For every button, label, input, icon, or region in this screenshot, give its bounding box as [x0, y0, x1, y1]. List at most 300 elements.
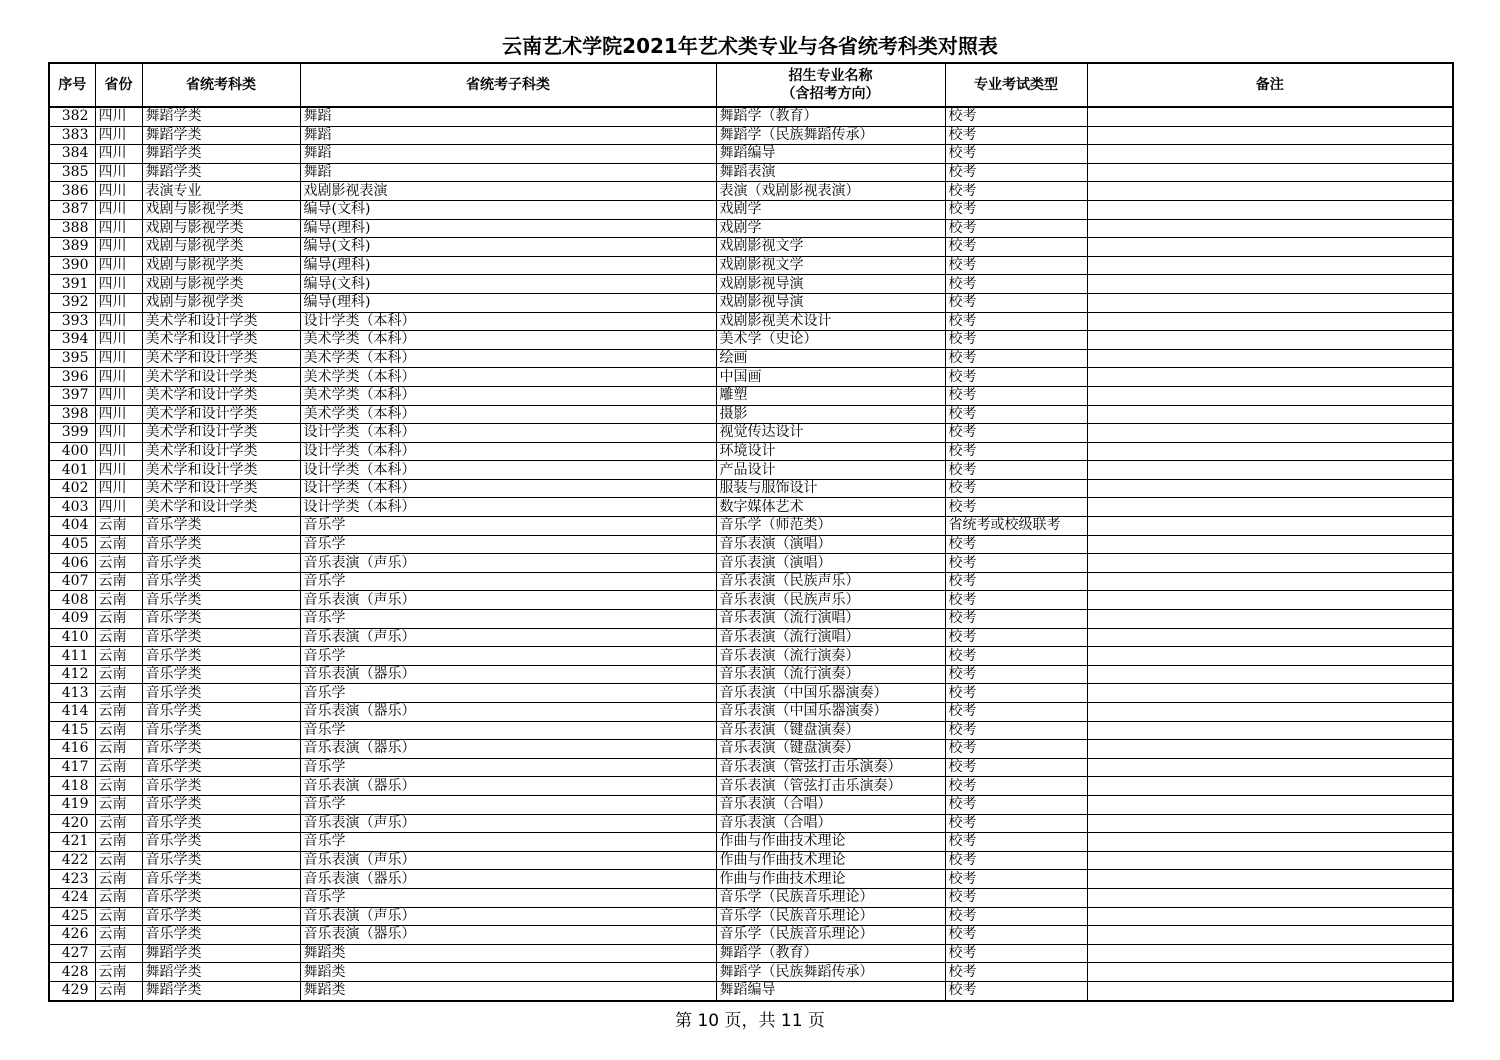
cell-remarks	[1087, 554, 1453, 573]
cell-no: 405	[49, 535, 95, 554]
cell-province: 云南	[95, 963, 142, 982]
cell-exam-subcategory: 美术学类（本科）	[300, 386, 716, 405]
cell-exam-type: 校考	[945, 163, 1087, 182]
cell-major: 戏剧影视导演	[716, 293, 945, 312]
cell-no: 411	[49, 647, 95, 666]
cell-exam-category: 音乐学类	[142, 703, 300, 722]
cell-remarks	[1087, 814, 1453, 833]
cell-province: 云南	[95, 554, 142, 573]
cell-remarks	[1087, 442, 1453, 461]
cell-exam-subcategory: 美术学类（本科）	[300, 368, 716, 387]
table-row	[49, 238, 1453, 257]
cell-major: 音乐表演（演唱）	[716, 554, 945, 573]
cell-exam-category: 音乐学类	[142, 833, 300, 852]
cell-province: 云南	[95, 703, 142, 722]
cell-exam-subcategory: 舞蹈	[300, 145, 716, 164]
cell-exam-type: 校考	[945, 312, 1087, 331]
cell-exam-type: 校考	[945, 721, 1087, 740]
cell-exam-type: 省统考或校级联考	[945, 517, 1087, 536]
cell-no: 391	[49, 275, 95, 294]
cell-exam-type: 校考	[945, 275, 1087, 294]
cell-no: 402	[49, 479, 95, 498]
cell-exam-subcategory: 舞蹈类	[300, 981, 716, 1000]
cell-no: 409	[49, 610, 95, 629]
cell-exam-type: 校考	[945, 424, 1087, 443]
cell-exam-type: 校考	[945, 107, 1087, 126]
cell-exam-category: 戏剧与影视学类	[142, 256, 300, 275]
cell-remarks	[1087, 610, 1453, 629]
cell-exam-subcategory: 音乐学	[300, 795, 716, 814]
cell-exam-type: 校考	[945, 572, 1087, 591]
cell-no: 401	[49, 461, 95, 480]
cell-province: 云南	[95, 777, 142, 796]
table-row	[49, 963, 1453, 982]
cell-exam-category: 表演专业	[142, 182, 300, 201]
table-row	[49, 740, 1453, 759]
table-row	[49, 814, 1453, 833]
cell-exam-category: 舞蹈学类	[142, 963, 300, 982]
cell-exam-subcategory: 舞蹈类	[300, 963, 716, 982]
cell-remarks	[1087, 424, 1453, 443]
cell-exam-subcategory: 美术学类（本科）	[300, 349, 716, 368]
cell-remarks	[1087, 405, 1453, 424]
cell-remarks	[1087, 572, 1453, 591]
cell-exam-type: 校考	[945, 795, 1087, 814]
cell-major: 音乐学（民族音乐理论）	[716, 907, 945, 926]
cell-no: 410	[49, 628, 95, 647]
col-header-major: 招生专业名称 （含招考方向）	[716, 63, 945, 107]
cell-remarks	[1087, 368, 1453, 387]
cell-major: 戏剧影视美术设计	[716, 312, 945, 331]
cell-remarks	[1087, 349, 1453, 368]
cell-no: 407	[49, 572, 95, 591]
cell-major: 表演（戏剧影视表演）	[716, 182, 945, 201]
table-row	[49, 591, 1453, 610]
col-header-remarks: 备注	[1087, 63, 1453, 107]
cell-remarks	[1087, 126, 1453, 145]
cell-province: 云南	[95, 795, 142, 814]
cell-exam-category: 美术学和设计学类	[142, 405, 300, 424]
cell-exam-type: 校考	[945, 126, 1087, 145]
cell-exam-category: 音乐学类	[142, 851, 300, 870]
cell-exam-subcategory: 编导(文科)	[300, 275, 716, 294]
cell-exam-category: 戏剧与影视学类	[142, 238, 300, 257]
cell-remarks	[1087, 721, 1453, 740]
cell-exam-type: 校考	[945, 461, 1087, 480]
cell-exam-type: 校考	[945, 554, 1087, 573]
cell-province: 四川	[95, 368, 142, 387]
cell-exam-category: 音乐学类	[142, 777, 300, 796]
cell-remarks	[1087, 888, 1453, 907]
cell-exam-type: 校考	[945, 963, 1087, 982]
cell-exam-category: 美术学和设计学类	[142, 461, 300, 480]
table-row	[49, 610, 1453, 629]
cell-exam-subcategory: 美术学类（本科）	[300, 331, 716, 350]
cell-exam-subcategory: 音乐表演（声乐）	[300, 628, 716, 647]
cell-no: 429	[49, 981, 95, 1000]
cell-exam-subcategory: 编导(文科)	[300, 200, 716, 219]
cell-exam-subcategory: 音乐学	[300, 888, 716, 907]
table-row	[49, 386, 1453, 405]
cell-exam-subcategory: 音乐表演（器乐）	[300, 870, 716, 889]
cell-no: 387	[49, 200, 95, 219]
cell-exam-type: 校考	[945, 610, 1087, 629]
cell-exam-category: 美术学和设计学类	[142, 386, 300, 405]
cell-exam-type: 校考	[945, 628, 1087, 647]
cell-no: 403	[49, 498, 95, 517]
cell-remarks	[1087, 758, 1453, 777]
cell-remarks	[1087, 870, 1453, 889]
cell-province: 云南	[95, 591, 142, 610]
cell-major: 音乐表演（流行演唱）	[716, 628, 945, 647]
cell-no: 400	[49, 442, 95, 461]
cell-exam-type: 校考	[945, 331, 1087, 350]
cell-exam-type: 校考	[945, 981, 1087, 1000]
cell-exam-type: 校考	[945, 758, 1087, 777]
cell-no: 426	[49, 926, 95, 945]
cell-province: 云南	[95, 572, 142, 591]
cell-no: 397	[49, 386, 95, 405]
cell-exam-type: 校考	[945, 665, 1087, 684]
table-row	[49, 944, 1453, 963]
cell-exam-subcategory: 音乐学	[300, 610, 716, 629]
table-row	[49, 442, 1453, 461]
cell-exam-type: 校考	[945, 926, 1087, 945]
cell-no: 408	[49, 591, 95, 610]
cell-exam-category: 音乐学类	[142, 535, 300, 554]
cell-no: 393	[49, 312, 95, 331]
cell-exam-subcategory: 音乐学	[300, 572, 716, 591]
cell-exam-category: 舞蹈学类	[142, 981, 300, 1000]
table-row	[49, 219, 1453, 238]
cell-province: 四川	[95, 442, 142, 461]
table-row	[49, 424, 1453, 443]
cell-major: 视觉传达设计	[716, 424, 945, 443]
cell-major: 音乐表演（民族声乐）	[716, 591, 945, 610]
data-table	[48, 62, 1454, 1002]
cell-exam-type: 校考	[945, 182, 1087, 201]
cell-province: 四川	[95, 275, 142, 294]
cell-province: 云南	[95, 665, 142, 684]
table-row	[49, 312, 1453, 331]
cell-exam-category: 音乐学类	[142, 684, 300, 703]
table-row	[49, 851, 1453, 870]
cell-remarks	[1087, 981, 1453, 1000]
cell-exam-type: 校考	[945, 145, 1087, 164]
table-row	[49, 349, 1453, 368]
table-row	[49, 833, 1453, 852]
cell-no: 398	[49, 405, 95, 424]
cell-remarks	[1087, 145, 1453, 164]
cell-province: 四川	[95, 424, 142, 443]
table-row	[49, 721, 1453, 740]
cell-exam-type: 校考	[945, 535, 1087, 554]
cell-exam-subcategory: 音乐学	[300, 517, 716, 536]
cell-no: 416	[49, 740, 95, 759]
cell-exam-type: 校考	[945, 368, 1087, 387]
cell-remarks	[1087, 386, 1453, 405]
cell-exam-category: 音乐学类	[142, 907, 300, 926]
cell-exam-category: 舞蹈学类	[142, 107, 300, 126]
cell-exam-subcategory: 音乐学	[300, 721, 716, 740]
cell-exam-subcategory: 编导(理科)	[300, 219, 716, 238]
cell-exam-subcategory: 舞蹈	[300, 126, 716, 145]
cell-major: 戏剧影视文学	[716, 256, 945, 275]
cell-remarks	[1087, 479, 1453, 498]
cell-major: 戏剧影视导演	[716, 275, 945, 294]
table-row	[49, 293, 1453, 312]
cell-exam-category: 美术学和设计学类	[142, 349, 300, 368]
cell-no: 424	[49, 888, 95, 907]
cell-exam-type: 校考	[945, 777, 1087, 796]
page-footer: 第 10 页，共 11 页	[675, 1011, 825, 1031]
cell-province: 云南	[95, 833, 142, 852]
cell-major: 美术学（史论）	[716, 331, 945, 350]
table-row	[49, 684, 1453, 703]
cell-major: 音乐表演（演唱）	[716, 535, 945, 554]
cell-exam-category: 戏剧与影视学类	[142, 293, 300, 312]
cell-major: 音乐表演（流行演奏）	[716, 665, 945, 684]
cell-major: 绘画	[716, 349, 945, 368]
cell-no: 394	[49, 331, 95, 350]
cell-province: 四川	[95, 145, 142, 164]
cell-exam-category: 音乐学类	[142, 721, 300, 740]
cell-remarks	[1087, 498, 1453, 517]
table-row	[49, 628, 1453, 647]
cell-major: 戏剧学	[716, 200, 945, 219]
cell-major: 音乐学（民族音乐理论）	[716, 888, 945, 907]
cell-province: 四川	[95, 238, 142, 257]
cell-province: 云南	[95, 647, 142, 666]
col-header-province: 省份	[95, 63, 142, 107]
table-row	[49, 981, 1453, 1000]
cell-exam-type: 校考	[945, 814, 1087, 833]
cell-remarks	[1087, 833, 1453, 852]
cell-major: 音乐表演（合唱）	[716, 814, 945, 833]
cell-province: 四川	[95, 461, 142, 480]
cell-exam-subcategory: 设计学类（本科）	[300, 442, 716, 461]
cell-province: 四川	[95, 386, 142, 405]
cell-major: 音乐表演（管弦打击乐演奏）	[716, 758, 945, 777]
cell-exam-subcategory: 戏剧影视表演	[300, 182, 716, 201]
cell-no: 419	[49, 795, 95, 814]
cell-no: 406	[49, 554, 95, 573]
cell-major: 音乐表演（流行演唱）	[716, 610, 945, 629]
table-row	[49, 665, 1453, 684]
cell-exam-category: 音乐学类	[142, 628, 300, 647]
cell-exam-subcategory: 音乐表演（声乐）	[300, 851, 716, 870]
cell-exam-type: 校考	[945, 591, 1087, 610]
cell-exam-type: 校考	[945, 479, 1087, 498]
table-row	[49, 926, 1453, 945]
cell-exam-type: 校考	[945, 386, 1087, 405]
cell-major: 摄影	[716, 405, 945, 424]
cell-exam-type: 校考	[945, 405, 1087, 424]
cell-exam-category: 美术学和设计学类	[142, 312, 300, 331]
table-row	[49, 275, 1453, 294]
cell-exam-category: 戏剧与影视学类	[142, 200, 300, 219]
cell-remarks	[1087, 107, 1453, 126]
cell-no: 385	[49, 163, 95, 182]
table-row	[49, 368, 1453, 387]
cell-no: 425	[49, 907, 95, 926]
table-row	[49, 758, 1453, 777]
cell-remarks	[1087, 275, 1453, 294]
cell-major: 音乐表演（键盘演奏）	[716, 721, 945, 740]
col-header-no: 序号	[49, 63, 95, 107]
table-row	[49, 870, 1453, 889]
cell-major: 作曲与作曲技术理论	[716, 851, 945, 870]
table-row	[49, 163, 1453, 182]
cell-exam-subcategory: 设计学类（本科）	[300, 424, 716, 443]
cell-exam-subcategory: 编导(理科)	[300, 293, 716, 312]
cell-exam-category: 音乐学类	[142, 610, 300, 629]
cell-major: 舞蹈学（民族舞蹈传承）	[716, 963, 945, 982]
cell-major: 舞蹈学（教育）	[716, 107, 945, 126]
cell-remarks	[1087, 628, 1453, 647]
cell-province: 云南	[95, 944, 142, 963]
cell-exam-subcategory: 音乐学	[300, 833, 716, 852]
cell-province: 四川	[95, 331, 142, 350]
table-row	[49, 182, 1453, 201]
cell-province: 四川	[95, 182, 142, 201]
cell-province: 云南	[95, 758, 142, 777]
table-row	[49, 535, 1453, 554]
cell-province: 云南	[95, 721, 142, 740]
cell-province: 云南	[95, 610, 142, 629]
cell-exam-type: 校考	[945, 740, 1087, 759]
table-row	[49, 200, 1453, 219]
cell-exam-subcategory: 音乐表演（器乐）	[300, 926, 716, 945]
col-header-exam-subcategory: 省统考子科类	[300, 63, 716, 107]
cell-no: 414	[49, 703, 95, 722]
cell-major: 环境设计	[716, 442, 945, 461]
cell-province: 四川	[95, 163, 142, 182]
cell-exam-type: 校考	[945, 703, 1087, 722]
table-row	[49, 703, 1453, 722]
cell-major: 音乐学（师范类）	[716, 517, 945, 536]
cell-major: 作曲与作曲技术理论	[716, 870, 945, 889]
cell-exam-subcategory: 音乐学	[300, 535, 716, 554]
cell-exam-type: 校考	[945, 498, 1087, 517]
cell-remarks	[1087, 963, 1453, 982]
cell-province: 四川	[95, 498, 142, 517]
cell-major: 舞蹈表演	[716, 163, 945, 182]
table-row	[49, 107, 1453, 126]
cell-remarks	[1087, 293, 1453, 312]
cell-exam-category: 舞蹈学类	[142, 145, 300, 164]
cell-exam-category: 音乐学类	[142, 572, 300, 591]
table-row	[49, 479, 1453, 498]
table-row	[49, 647, 1453, 666]
cell-exam-subcategory: 编导(文科)	[300, 238, 716, 257]
cell-remarks	[1087, 795, 1453, 814]
cell-major: 作曲与作曲技术理论	[716, 833, 945, 852]
cell-province: 云南	[95, 851, 142, 870]
cell-no: 386	[49, 182, 95, 201]
cell-exam-type: 校考	[945, 256, 1087, 275]
cell-exam-category: 戏剧与影视学类	[142, 275, 300, 294]
cell-province: 云南	[95, 517, 142, 536]
cell-exam-subcategory: 编导(理科)	[300, 256, 716, 275]
cell-exam-subcategory: 设计学类（本科）	[300, 479, 716, 498]
cell-province: 四川	[95, 479, 142, 498]
table-row	[49, 517, 1453, 536]
cell-remarks	[1087, 851, 1453, 870]
table-row	[49, 461, 1453, 480]
cell-exam-type: 校考	[945, 293, 1087, 312]
cell-province: 云南	[95, 740, 142, 759]
cell-province: 云南	[95, 814, 142, 833]
cell-province: 四川	[95, 219, 142, 238]
cell-exam-category: 音乐学类	[142, 758, 300, 777]
table-row	[49, 907, 1453, 926]
cell-no: 388	[49, 219, 95, 238]
cell-remarks	[1087, 200, 1453, 219]
cell-remarks	[1087, 312, 1453, 331]
cell-exam-type: 校考	[945, 944, 1087, 963]
cell-province: 四川	[95, 107, 142, 126]
cell-major: 音乐学（民族音乐理论）	[716, 926, 945, 945]
cell-major: 音乐表演（合唱）	[716, 795, 945, 814]
cell-exam-type: 校考	[945, 219, 1087, 238]
cell-exam-subcategory: 舞蹈类	[300, 944, 716, 963]
cell-province: 四川	[95, 405, 142, 424]
cell-exam-subcategory: 音乐表演（声乐）	[300, 814, 716, 833]
cell-remarks	[1087, 665, 1453, 684]
cell-no: 421	[49, 833, 95, 852]
cell-major: 戏剧影视文学	[716, 238, 945, 257]
cell-province: 云南	[95, 981, 142, 1000]
cell-province: 云南	[95, 907, 142, 926]
cell-major: 产品设计	[716, 461, 945, 480]
cell-exam-category: 音乐学类	[142, 591, 300, 610]
cell-exam-category: 美术学和设计学类	[142, 498, 300, 517]
cell-exam-type: 校考	[945, 833, 1087, 852]
cell-no: 384	[49, 145, 95, 164]
cell-province: 四川	[95, 126, 142, 145]
table-row	[49, 405, 1453, 424]
cell-major: 舞蹈编导	[716, 981, 945, 1000]
cell-major: 中国画	[716, 368, 945, 387]
cell-exam-category: 戏剧与影视学类	[142, 219, 300, 238]
cell-major: 音乐表演（流行演奏）	[716, 647, 945, 666]
table-row	[49, 256, 1453, 275]
cell-major: 舞蹈编导	[716, 145, 945, 164]
cell-exam-type: 校考	[945, 888, 1087, 907]
table-body	[49, 107, 1453, 1001]
cell-exam-category: 舞蹈学类	[142, 944, 300, 963]
cell-province: 云南	[95, 628, 142, 647]
cell-no: 417	[49, 758, 95, 777]
cell-exam-subcategory: 舞蹈	[300, 107, 716, 126]
cell-remarks	[1087, 182, 1453, 201]
cell-major: 舞蹈学（民族舞蹈传承）	[716, 126, 945, 145]
cell-exam-category: 音乐学类	[142, 554, 300, 573]
cell-province: 四川	[95, 312, 142, 331]
cell-remarks	[1087, 238, 1453, 257]
cell-major: 数字媒体艺术	[716, 498, 945, 517]
cell-province: 云南	[95, 870, 142, 889]
cell-exam-category: 美术学和设计学类	[142, 331, 300, 350]
cell-remarks	[1087, 647, 1453, 666]
cell-exam-type: 校考	[945, 647, 1087, 666]
cell-remarks	[1087, 591, 1453, 610]
cell-exam-type: 校考	[945, 870, 1087, 889]
cell-exam-subcategory: 音乐学	[300, 758, 716, 777]
cell-exam-category: 音乐学类	[142, 740, 300, 759]
cell-exam-subcategory: 音乐表演（器乐）	[300, 665, 716, 684]
